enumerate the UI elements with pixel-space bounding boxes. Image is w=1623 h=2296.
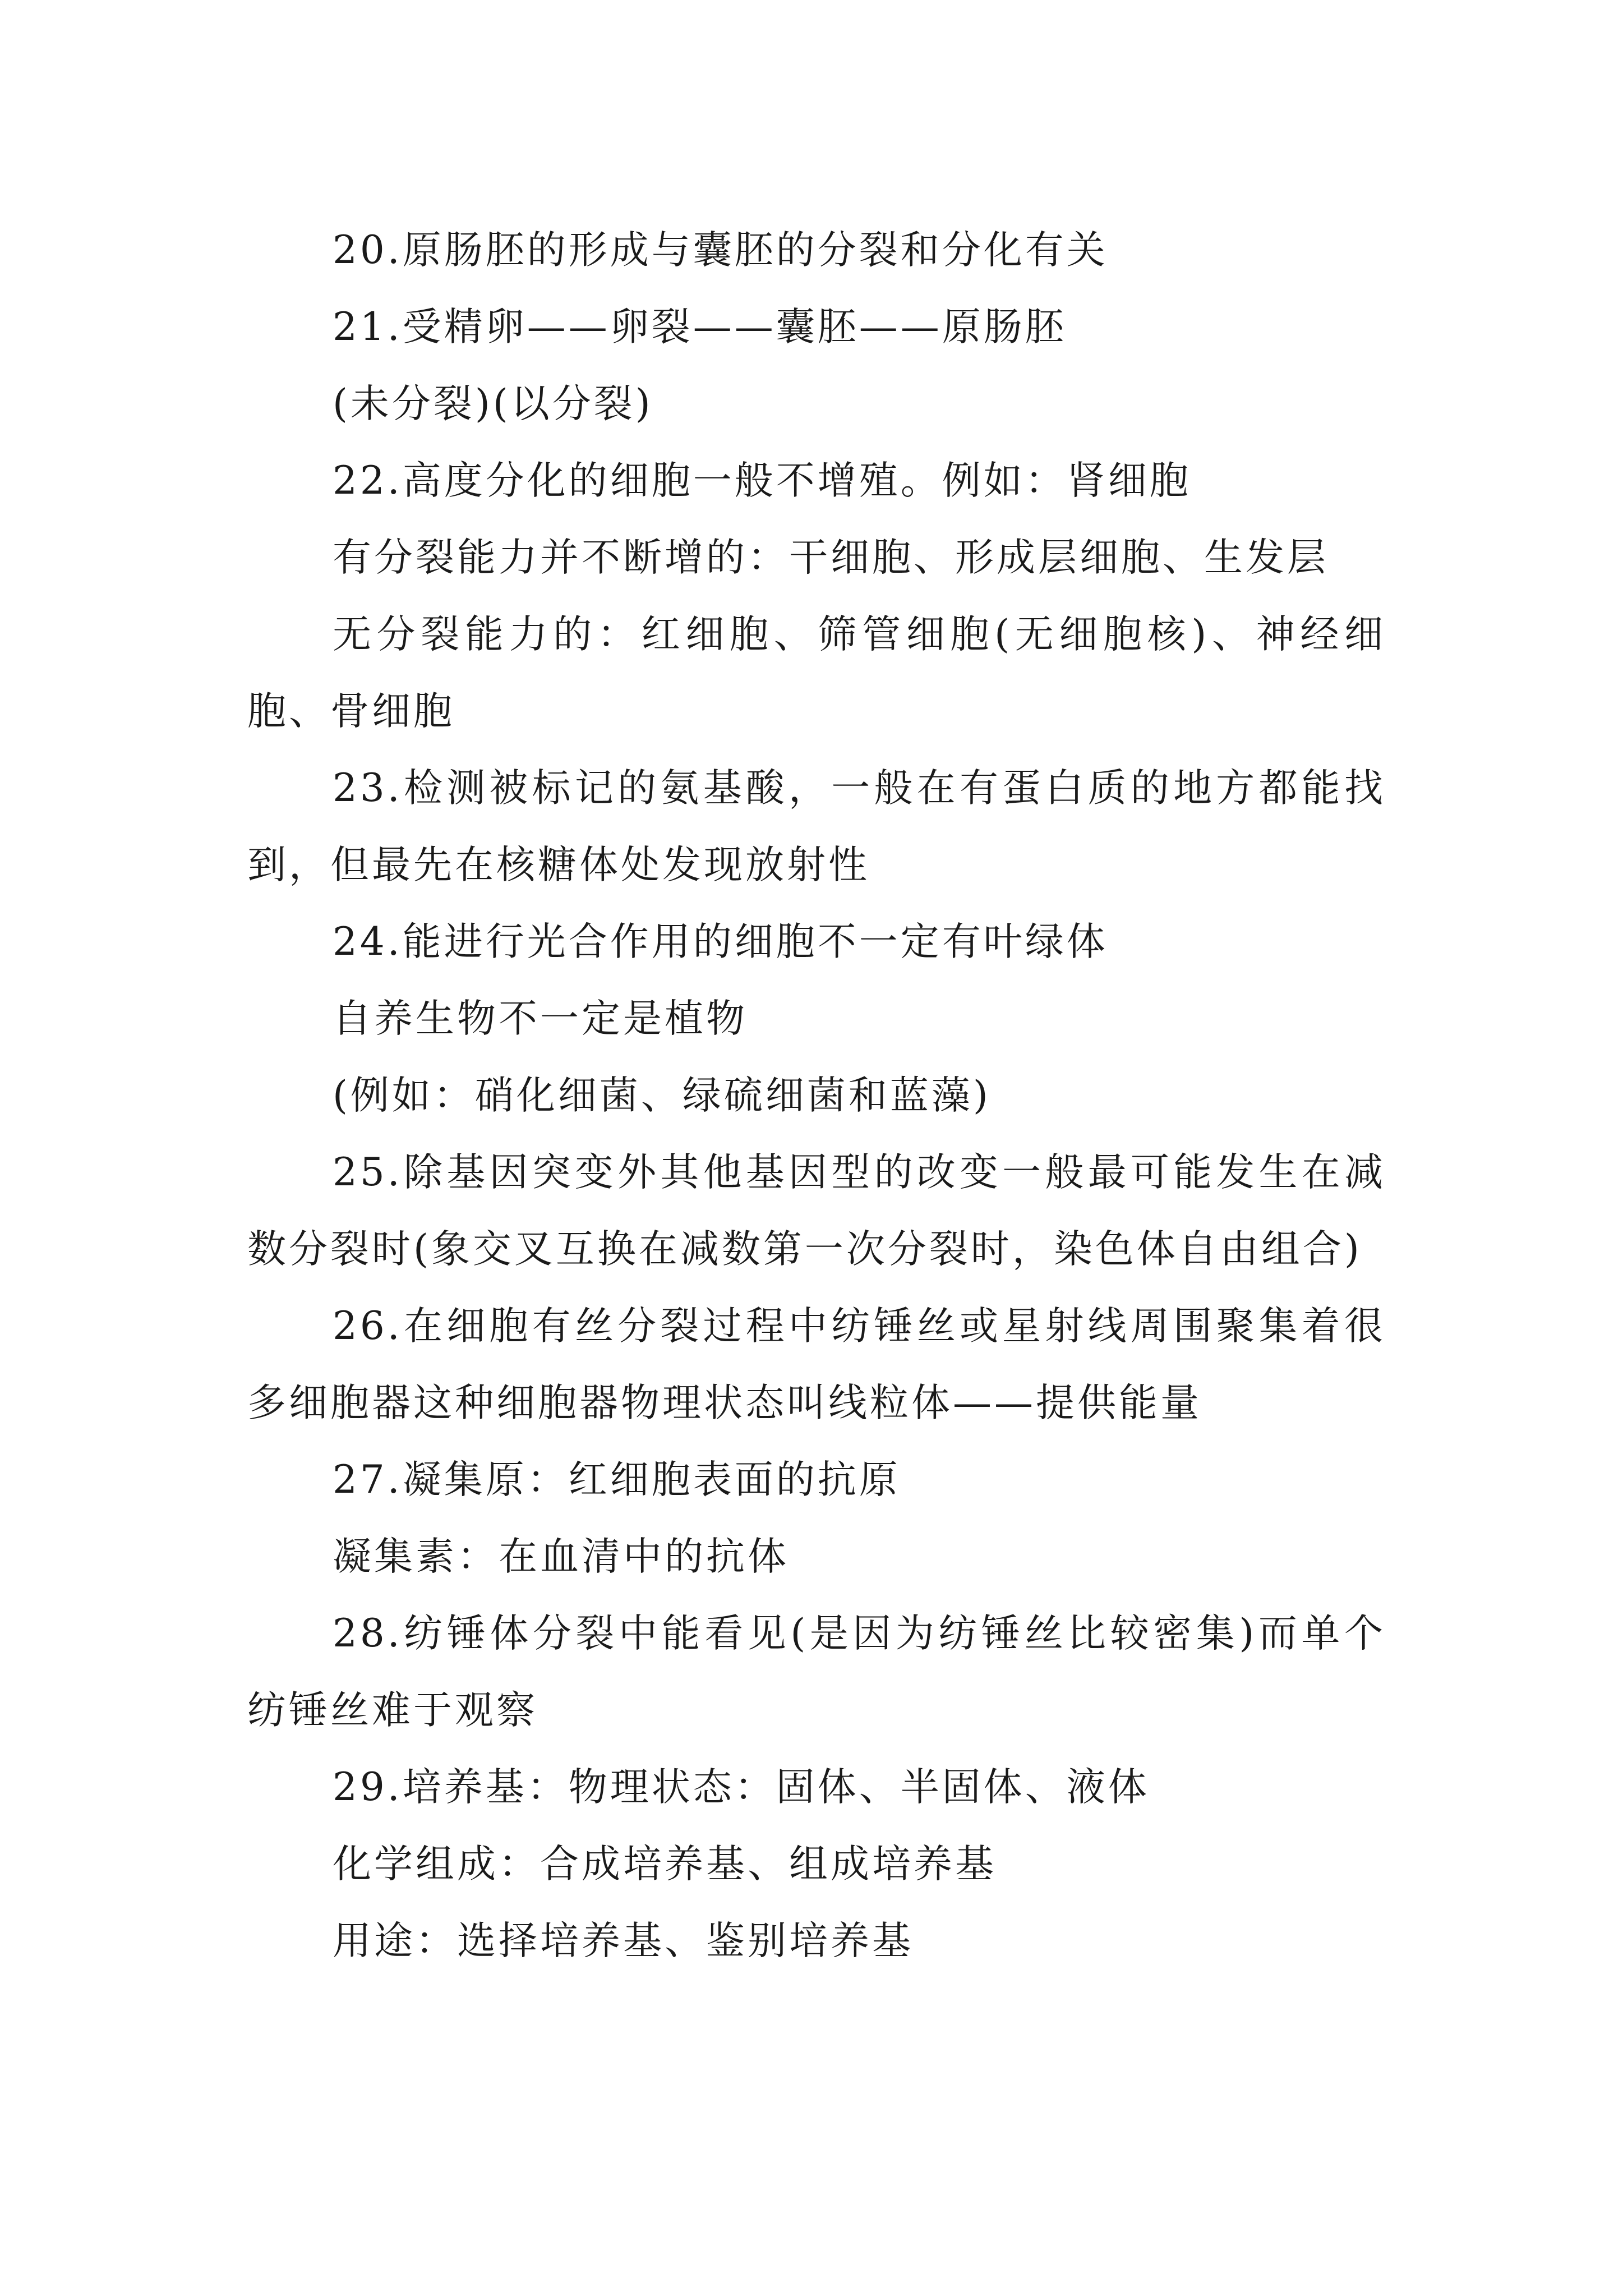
paragraph-22: 22.高度分化的细胞一般不增殖。例如：肾细胞 (333, 458, 1191, 503)
paragraph-21-note: (未分裂)(以分裂) (333, 381, 653, 426)
paragraph-21: 21.受精卵——卵裂——囊胚——原肠胚 (333, 305, 1067, 349)
paragraph-24-example: (例如：硝化细菌、绿硫细菌和蓝藻) (333, 1073, 991, 1118)
paragraph-29: 29.培养基：物理状态：固体、半固体、液体 (333, 1765, 1150, 1810)
paragraph-29-usage: 用途：选择培养基、鉴别培养基 (333, 1918, 914, 1963)
paragraph-28: 28.纺锤体分裂中能看见(是因为纺锤丝比较密集)而单个纺锤丝难于观察 (247, 1611, 1386, 1733)
paragraph-23: 23.检测被标记的氨基酸，一般在有蛋白质的地方都能找到，但最先在核糖体处发现放射性 (247, 766, 1386, 887)
paragraph-26: 26.在细胞有丝分裂过程中纺锤丝或星射线周围聚集着很多细胞器这种细胞器物理状态叫线粒体——提供能量 (247, 1304, 1386, 1425)
document-body (247, 212, 1386, 1980)
paragraph-24: 24.能进行光合作用的细胞不一定有叶绿体 (333, 919, 1108, 964)
paragraph-20: 20.原肠胚的形成与囊胚的分裂和分化有关 (333, 228, 1108, 273)
paragraph-22-nondividing: 无分裂能力的：红细胞、筛管细胞(无细胞核)、神经细胞、骨细胞 (247, 612, 1386, 734)
paragraph-27-agglutinin: 凝集素：在血清中的抗体 (333, 1534, 789, 1579)
paragraph-27: 27.凝集原：红细胞表面的抗原 (333, 1457, 901, 1502)
paragraph-24-autotroph: 自养生物不一定是植物 (333, 996, 748, 1041)
paragraph-29-composition: 化学组成：合成培养基、组成培养基 (333, 1842, 997, 1887)
paragraph-22-dividing: 有分裂能力并不断增的：干细胞、形成层细胞、生发层 (333, 535, 1329, 580)
paragraph-25: 25.除基因突变外其他基因型的改变一般最可能发生在减数分裂时(象交叉互换在减数第一次分裂时，染色体自由组合) (247, 1150, 1386, 1272)
